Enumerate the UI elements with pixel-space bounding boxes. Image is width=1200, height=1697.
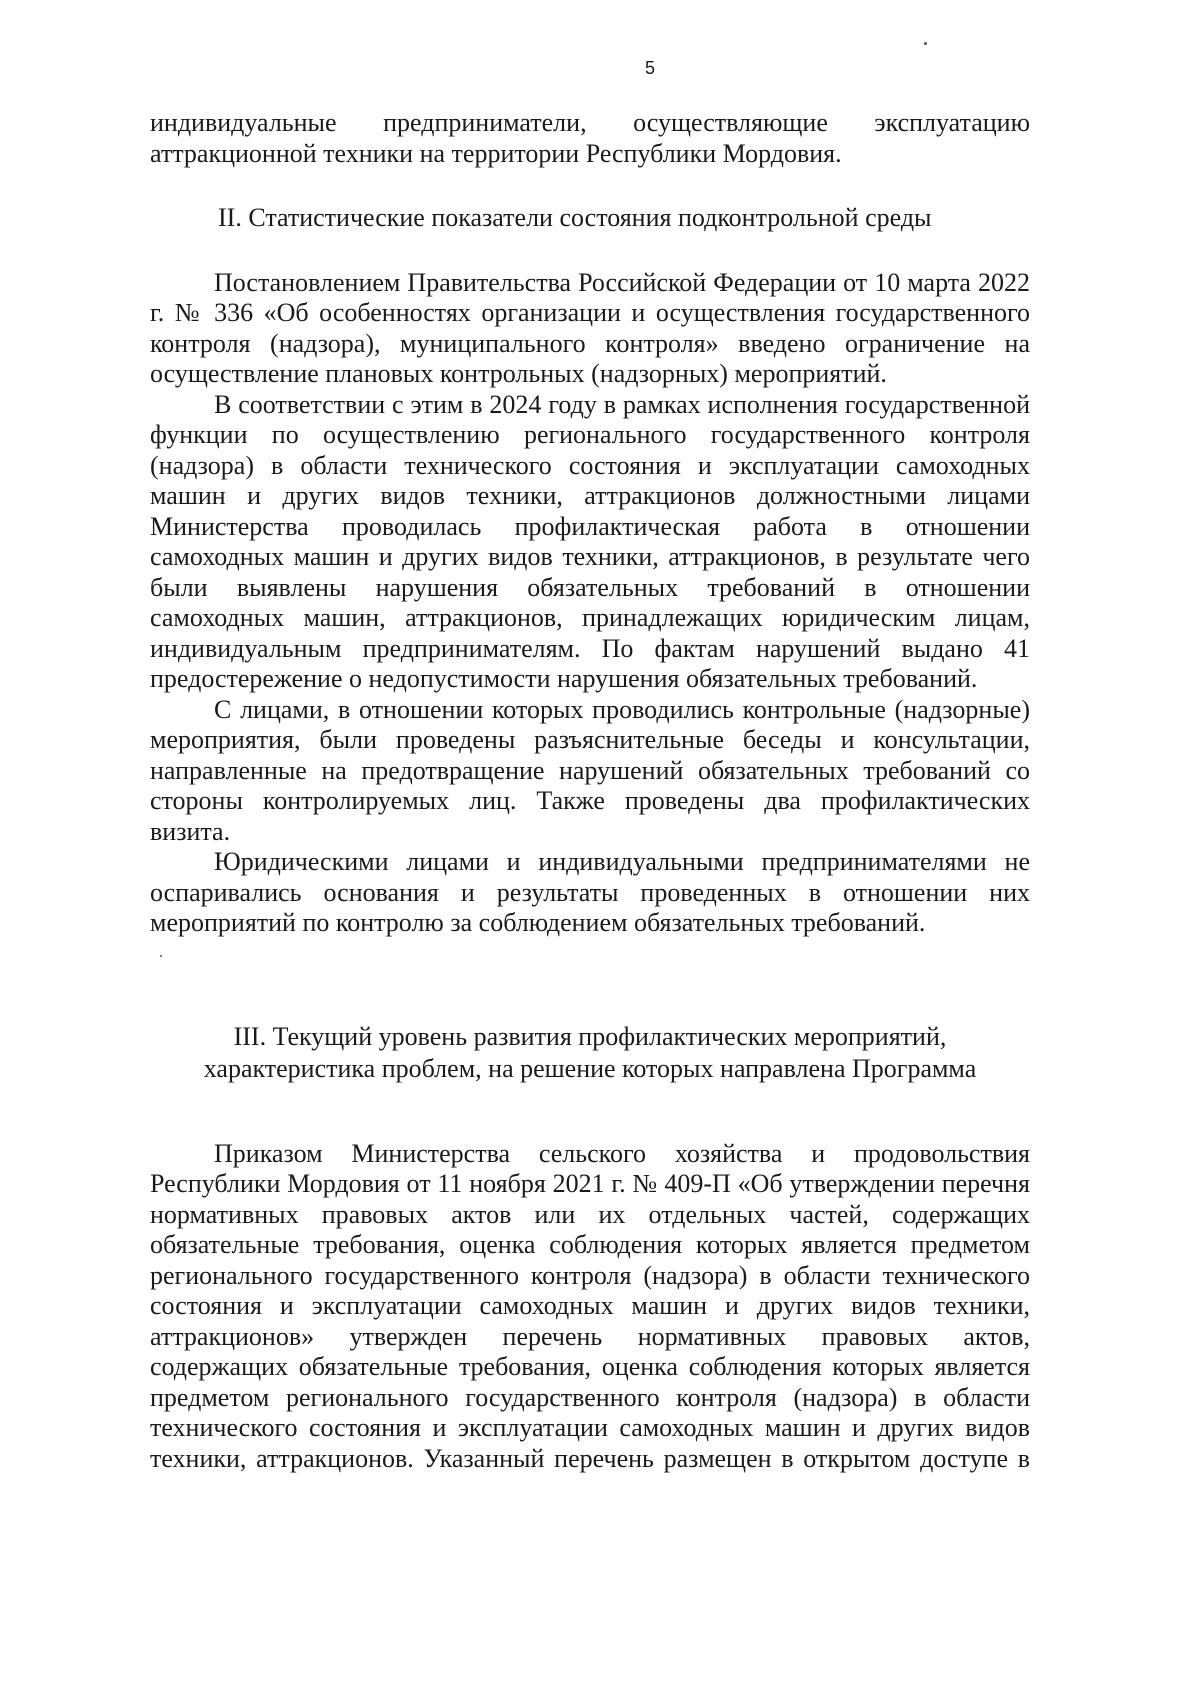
paragraph: Приказом Министерства сельского хозяйства и продовольствия Республики Мордовия от 11 ноября 2021 г. № 409-П «Об утверждении перечня нормативных правовых актов или их отдельных частей, содержащих обязательные требования, оценка соблюдения которых является предметом регионального государственного контроля (надзора) в области технического состояния и эксплуатации самоходных машин и других видов техники, аттракционов» утвержден перечень нормативных правовых актов, содержащих обязательные требования, оценка соблюдения которых является предметом регионального государственного контроля (надзора) в области технического состояния и эксплуатации самоходных машин и других видов техники, аттракционов. Указанный перечень размещен в открытом доступе в [150, 1138, 1030, 1473]
section-heading-2: II. Статистические показатели состояния подконтрольной среды [218, 203, 932, 232]
paragraph-continuation: индивидуальные предприниматели, осуществляющие эксплуатацию аттракционной техники на территории Республики Мордовия. [150, 108, 1030, 168]
page-number: 5 [644, 58, 655, 78]
paragraph: В соответствии с этим в 2024 году в рамках исполнения государственной функции по осуществлению регионального государственного контроля (надзора) в области технического состояния и эксплуатации самоходных машин и других видов техники, аттракционов должностными лицами Министерства проводилась профилактическая работа в отношении самоходных машин и других видов техники, аттракционов, в результате чего были выявлены нарушения обязательных требований в отношении самоходных машин, аттракционов, принадлежащих юридическим лицам, индивидуальным предпринимателям. По фактам нарушений выдано 41 предостережение о недопустимости нарушения обязательных требований. [150, 389, 1030, 693]
paragraph: С лицами, в отношении которых проводились контрольные (надзорные) мероприятия, были проведены разъяснительные беседы и консультации, направленные на предотвращение нарушений обязательных требований со стороны контролируемых лиц. Также проведены два профилактических визита. [150, 694, 1030, 846]
section-heading-3 [150, 1021, 1030, 1085]
paragraph: Юридическими лицами и индивидуальными предпринимателями не оспаривались основания и результаты проведенных в отношении них мероприятий по контролю за соблюдением обязательных требований. [150, 847, 1030, 937]
section-heading-3-line: характеристика проблем, на решение которых направлена Программа [203, 1053, 977, 1083]
scan-speck [924, 42, 927, 45]
section-heading-3-line: III. Текущий уровень развития профилактических мероприятий, [233, 1021, 947, 1051]
paragraph: Постановлением Правительства Российской Федерации от 10 марта 2022 г. № 336 «Об особенностях организации и осуществления государственного контроля (надзора), муниципального контроля» введено ограничение на осуществление плановых контрольных (надзорных) мероприятий. [150, 267, 1030, 388]
document-body [150, 108, 1030, 1474]
